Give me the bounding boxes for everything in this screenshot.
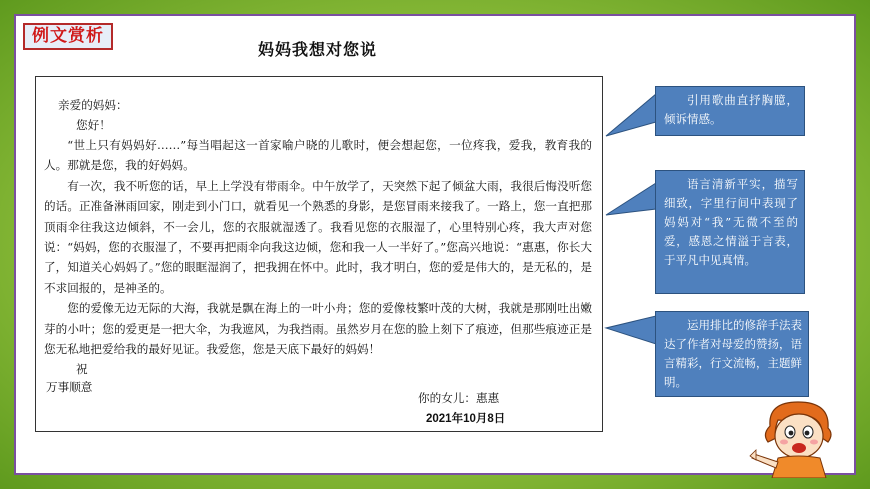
letter-body xyxy=(44,135,592,359)
letter-closing-1: 祝 xyxy=(76,362,88,376)
letter-signature: 你的女儿：惠惠 xyxy=(418,391,500,405)
letter-closing-2: 万事顺意 xyxy=(46,380,93,394)
callout-1-text: 引用歌曲直抒胸臆，倾诉情感。 xyxy=(664,93,798,126)
letter-salutation: 亲爱的妈妈： xyxy=(58,98,128,112)
cartoon-girl-illustration xyxy=(748,398,848,478)
callout-3-text: 运用排比的修辞手法表达了作者对母爱的赞扬，语言精彩，行文流畅，主题鲜明。 xyxy=(664,318,802,389)
letter-paragraph: “世上只有妈妈好……”每当唱起这一首家喻户晓的儿歌时，便会想起您，一位疼我，爱我，教育我的人。那就是您，我的好妈妈。 xyxy=(44,138,592,173)
callout-2 xyxy=(655,170,805,294)
callout-2-text: 语言清新平实，描写细致，字里行间中表现了妈妈对“我”无微不至的爱，感恩之情溢于言表，于平凡中见真情。 xyxy=(664,177,798,267)
letter-date: 2021年10月8日 xyxy=(426,413,506,425)
section-tag: 例文赏析 xyxy=(23,23,113,50)
letter-paragraph: 有一次，我不听您的话，早上上学没有带雨伞。中午放学了，天突然下起了倾盆大雨，我很后悔没听您的话。正准备淋雨回家，刚走到小门口，就看见一个熟悉的身影，是您冒雨来接我了。一路上，您一直把那顶雨伞往我这边倾斜，不一会儿，您的衣服就湿透了。我看见您的衣服湿了，心里特别心疼，我大声对您说：“妈妈，您的衣服湿了，不要再把雨伞向我这边倾，您和我一人一半好了。”您高兴地说：“惠惠，你长大了，知道关心妈妈了。”您的眼眶湿润了，把我拥在怀中。此时，我才明白，您的爱是伟大的，是无私的，是不求回报的，是神圣的。 xyxy=(44,178,592,295)
letter-greeting: 您好！ xyxy=(76,118,111,132)
page-title: 妈妈我想对您说 xyxy=(258,40,378,59)
letter-box xyxy=(35,76,603,432)
callout-1 xyxy=(655,86,805,136)
callout-3 xyxy=(655,311,809,397)
letter-paragraph: 您的爱像无边无际的大海，我就是飘在海上的一叶小舟；您的爱像枝繁叶茂的大树，我就是那刚吐出嫩芽的小叶；您的爱更是一把大伞，为我遮风，为我挡雨。虽然岁月在您的脸上刻下了痕迹，但那些痕迹正是您无私地把爱给我的最好见证。我爱您，您是天底下最好的妈妈！ xyxy=(44,301,592,357)
